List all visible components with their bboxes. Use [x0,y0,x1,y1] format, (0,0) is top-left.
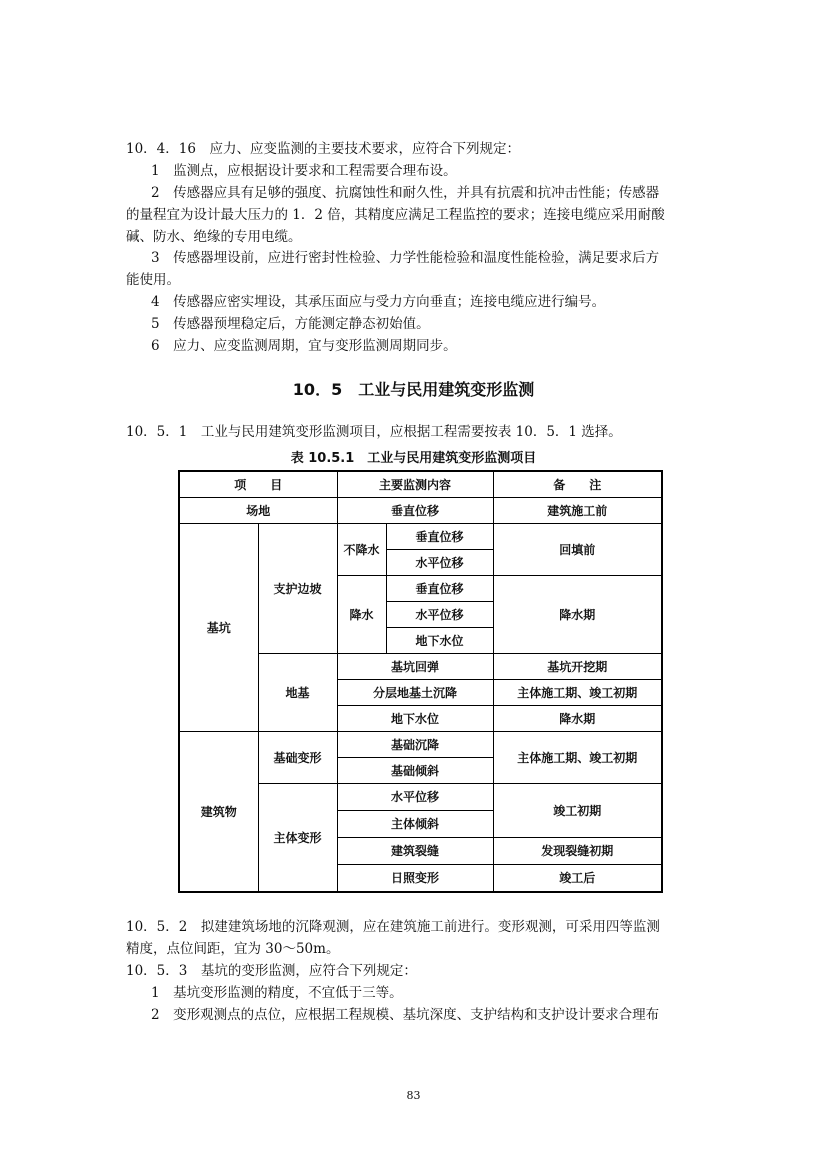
table-cell: 水平位移 [386,601,493,627]
table-cell: 地下水位 [337,705,493,731]
table-cell: 主体施工期、竣工初期 [493,731,662,783]
table-cell: 竣工后 [493,864,662,892]
header-item: 项 目 [179,471,337,497]
table-cell: 垂直位移 [386,523,493,549]
clause-item-2-cont: 碱、防水、绝缘的专用电缆。 [126,229,302,245]
table-cell: 竣工初期 [493,783,662,837]
table-cell: 地下水位 [386,627,493,653]
clause-item-4: 4 传感器应密实埋设，其承压面应与受力方向垂直；连接电缆应进行编号。 [151,294,606,310]
table-cell: 基坑回弹 [337,653,493,679]
table-cell: 水平位移 [337,783,493,810]
clause-10-5-3-item-2: 2 变形观测点的点位，应根据工程规模、基坑深度、支护结构和支护设计要求合理布 [151,1007,660,1023]
table-cell: 主体施工期、竣工初期 [493,679,662,705]
site-label: 场地 [179,497,337,523]
clause-10-5-2-cont: 精度，点位间距，宜为 30～50m。 [126,941,340,957]
support-slope-label: 支护边坡 [258,523,337,653]
monitoring-table [178,470,663,893]
clause-item-6: 6 应力、应变监测周期，宜与变形监测周期同步。 [151,338,457,354]
clause-10-4-16: 10．4．16 应力、应变监测的主要技术要求，应符合下列规定： [126,141,520,157]
clause-item-2: 2 传感器应具有足够的强度、抗腐蚀性和耐久性，并具有抗震和抗冲击性能；传感器 [151,185,660,201]
table-cell: 基坑开挖期 [493,653,662,679]
site-note: 建筑施工前 [493,497,662,523]
clause-item-2-cont: 的量程宜为设计最大压力的 1．2 倍，其精度应满足工程监控的要求；连接电缆应采用耐酸 [126,207,665,223]
table-cell: 基础沉降 [337,731,493,757]
building-label: 建筑物 [179,731,258,892]
site-content: 垂直位移 [337,497,493,523]
header-note: 备 注 [493,471,662,497]
table-cell: 建筑裂缝 [337,837,493,864]
main-deform-label: 主体变形 [258,783,337,892]
table-cell: 水平位移 [386,549,493,575]
table-cell: 垂直位移 [386,575,493,601]
table-cell: 日照变形 [337,864,493,892]
clause-10-5-3-item-1: 1 基坑变形监测的精度，不宜低于三等。 [151,985,403,1001]
clause-10-5-1: 10．5．1 工业与民用建筑变形监测项目，应根据工程需要按表 10．5．1 选择。 [126,424,622,440]
page-number: 83 [406,1089,421,1102]
clause-item-1: 1 监测点，应根据设计要求和工程需要合理布设。 [151,163,457,179]
table-cell: 发现裂缝初期 [493,837,662,864]
clause-10-5-3: 10．5．3 基坑的变形监测，应符合下列规定： [126,963,417,979]
clause-item-3-cont: 能使用。 [126,272,180,288]
pit-label: 基坑 [179,523,258,731]
no-dewater-label: 不降水 [337,523,386,575]
clause-item-5: 5 传感器预埋稳定后，方能测定静态初始值。 [151,316,430,332]
dewater-label: 降水 [337,575,386,653]
table-cell: 基础倾斜 [337,757,493,783]
table-cell: 分层地基土沉降 [337,679,493,705]
section-title: 10．5 工业与民用建筑变形监测 [292,380,535,399]
foundation-label: 地基 [258,653,337,731]
header-content: 主要监测内容 [337,471,493,497]
table-cell: 主体倾斜 [337,810,493,837]
clause-item-3: 3 传感器埋设前，应进行密封性检验、力学性能检验和温度性能检验，满足要求后方 [151,250,660,266]
foundation-deform-label: 基础变形 [258,731,337,783]
clause-10-5-2: 10．5．2 拟建建筑场地的沉降观测，应在建筑施工前进行。变形观测，可采用四等监测 [126,919,660,935]
table-cell: 降水期 [493,705,662,731]
table-caption: 表 10.5.1 工业与民用建筑变形监测项目 [290,451,537,466]
table-cell: 回填前 [493,523,662,575]
table-cell: 降水期 [493,575,662,653]
